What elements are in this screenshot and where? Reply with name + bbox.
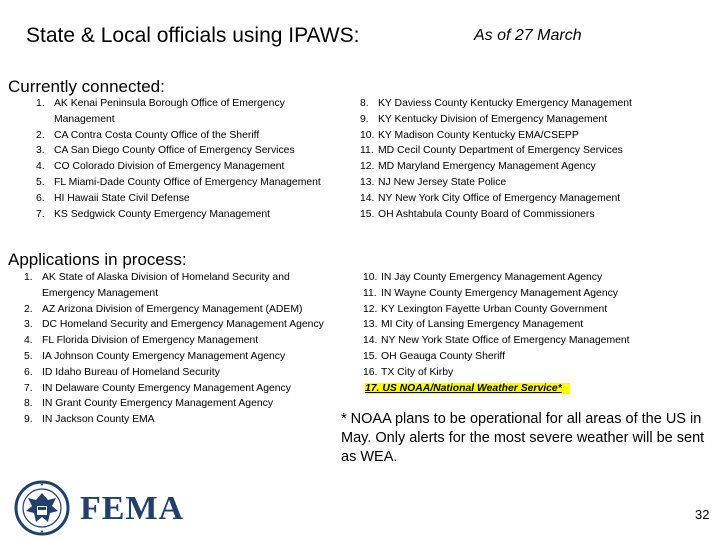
- item-text: CA San Diego County Office of Emergency Services: [54, 145, 295, 157]
- item-number: 9.: [360, 113, 369, 125]
- list-item: [363, 349, 630, 365]
- highlighted-item: [365, 381, 570, 397]
- list-item: [36, 96, 321, 128]
- item-text: IN Jay County Emergency Management Agency: [381, 272, 603, 283]
- list-item: [24, 317, 324, 333]
- item-number: 14.: [363, 335, 378, 347]
- item-number: 10.: [363, 272, 378, 283]
- item-text: AZ Arizona Division of Emergency Management (ADEM): [42, 303, 303, 315]
- list-item: [363, 365, 630, 381]
- item-text: TX City of Kirby: [381, 366, 454, 378]
- item-text: MD Maryland Emergency Management Agency: [378, 161, 596, 173]
- item-number: 3.: [24, 319, 33, 331]
- item-number: 7.: [36, 208, 45, 220]
- list-item: [24, 381, 324, 397]
- item-number: 8.: [24, 398, 33, 410]
- item-text: FL Miami-Dade County Office of Emergency Management: [54, 176, 321, 188]
- in-process-list-right: [363, 270, 630, 381]
- list-item: [360, 112, 632, 128]
- list-item: [360, 159, 632, 175]
- item-text: MI City of Lansing Emergency Management: [381, 319, 584, 331]
- item-number: 12.: [360, 161, 375, 173]
- list-item: [24, 270, 324, 302]
- item-number: 8.: [360, 98, 369, 109]
- item-text: CO Colorado Division of Emergency Management: [54, 161, 285, 173]
- item-text: ID Idaho Bureau of Homeland Security: [42, 366, 220, 378]
- item-text: IN Grant County Emergency Management Agency: [42, 398, 274, 410]
- fema-wordmark: FEMA: [80, 490, 185, 527]
- list-item: [360, 96, 632, 112]
- item-number: 6.: [24, 366, 33, 378]
- item-text: NY New York City Office of Emergency Management: [378, 192, 621, 204]
- item-number: 5.: [24, 350, 33, 362]
- item-number: 3.: [36, 145, 45, 157]
- item-text: KS Sedgwick County Emergency Management: [54, 208, 271, 220]
- item-text: FL Florida Division of Emergency Management: [42, 335, 259, 347]
- connected-list-right: [360, 96, 632, 222]
- as-of-date: As of 27 March: [474, 27, 582, 44]
- list-item: [24, 396, 324, 412]
- item-text: IA Johnson County Emergency Management Agency: [42, 350, 286, 362]
- list-item: [363, 333, 630, 349]
- item-number: 4.: [36, 161, 45, 173]
- item-text: OH Geauga County Sheriff: [381, 350, 505, 362]
- list-item: [24, 333, 324, 349]
- connected-heading: Currently connected:: [8, 77, 165, 96]
- item-text: KY Madison County Kentucky EMA/CSEPP: [378, 129, 579, 141]
- list-item: [363, 302, 630, 318]
- list-item: [24, 349, 324, 365]
- list-item: [36, 128, 321, 144]
- item-number: 11.: [360, 145, 374, 157]
- item-text: IN Delaware County Emergency Management Agency: [42, 382, 291, 394]
- item-text: AK State of Alaska Division of Homeland Security and: [42, 272, 290, 283]
- item-text: IN Wayne County Emergency Management Agency: [381, 287, 618, 299]
- in-process-list-left: [24, 270, 324, 428]
- item-number: 7.: [24, 382, 33, 394]
- page-number: 32: [695, 507, 710, 522]
- list-item: [36, 191, 321, 207]
- item-text: KY Kentucky Division of Emergency Management: [378, 113, 608, 125]
- list-item: [36, 175, 321, 191]
- footnote: * NOAA plans to be operational for all areas of the US in May. Only alerts for the most severe weather will be sent as WEA.: [341, 411, 705, 465]
- in-process-heading: Applications in process:: [8, 250, 187, 269]
- item-text: OH Ashtabula County Board of Commissioners: [378, 208, 595, 220]
- list-item: [360, 143, 632, 159]
- item-number: 15.: [360, 208, 375, 220]
- list-item: [360, 175, 632, 191]
- list-item: [36, 143, 321, 159]
- item-number: 16.: [363, 366, 378, 378]
- dhs-seal-icon: [12, 480, 74, 536]
- item-text: KY Lexington Fayette Urban County Government: [381, 303, 608, 315]
- item-number: 10.: [360, 129, 375, 141]
- item-number: 9.: [24, 414, 33, 426]
- list-item: [360, 128, 632, 144]
- list-item: [24, 412, 324, 428]
- connected-list-left: [36, 96, 321, 222]
- page-title: State & Local officials using IPAWS:: [26, 24, 360, 47]
- item-text: DC Homeland Security and Emergency Management Agency: [42, 319, 324, 331]
- item-text: KY Daviess County Kentucky Emergency Management: [378, 98, 632, 109]
- item-text: CA Contra Costa County Office of the Sheriff: [54, 129, 260, 141]
- list-item: [24, 365, 324, 381]
- item-text: AK Kenai Peninsula Borough Office of Emergency: [54, 98, 285, 109]
- item-number: 6.: [36, 192, 45, 204]
- item-number: 4.: [24, 335, 33, 347]
- item-number: 2.: [36, 129, 45, 141]
- item-number: 13.: [360, 176, 375, 188]
- list-item: [36, 207, 321, 223]
- item-text: HI Hawaii State Civil Defense: [54, 192, 190, 204]
- item-number: 15.: [363, 350, 378, 362]
- list-item: [363, 286, 630, 302]
- item-number: 1.: [24, 272, 33, 283]
- item-number: 11.: [363, 287, 377, 299]
- item-text: NY New York State Office of Emergency Management: [381, 335, 630, 347]
- item-text: NJ New Jersey State Police: [378, 176, 507, 188]
- list-item: [24, 302, 324, 318]
- list-item: [363, 270, 630, 286]
- item-number: 5.: [36, 176, 45, 188]
- item-number: 12.: [363, 303, 378, 315]
- list-item: [363, 317, 630, 333]
- list-item: [360, 207, 632, 223]
- item-text-continued: Management: [54, 113, 115, 125]
- item-number: 13.: [363, 319, 378, 331]
- item-number: 2.: [24, 303, 33, 315]
- list-item: [360, 191, 632, 207]
- item-number: 14.: [360, 192, 375, 204]
- item-text: MD Cecil County Department of Emergency Services: [378, 145, 623, 157]
- item-number: 1.: [36, 98, 45, 109]
- list-item: [36, 159, 321, 175]
- item-text: IN Jackson County EMA: [42, 414, 155, 426]
- noaa-highlight: 17. US NOAA/National Weather Service*: [365, 383, 570, 394]
- item-text-continued: Emergency Management: [42, 287, 159, 299]
